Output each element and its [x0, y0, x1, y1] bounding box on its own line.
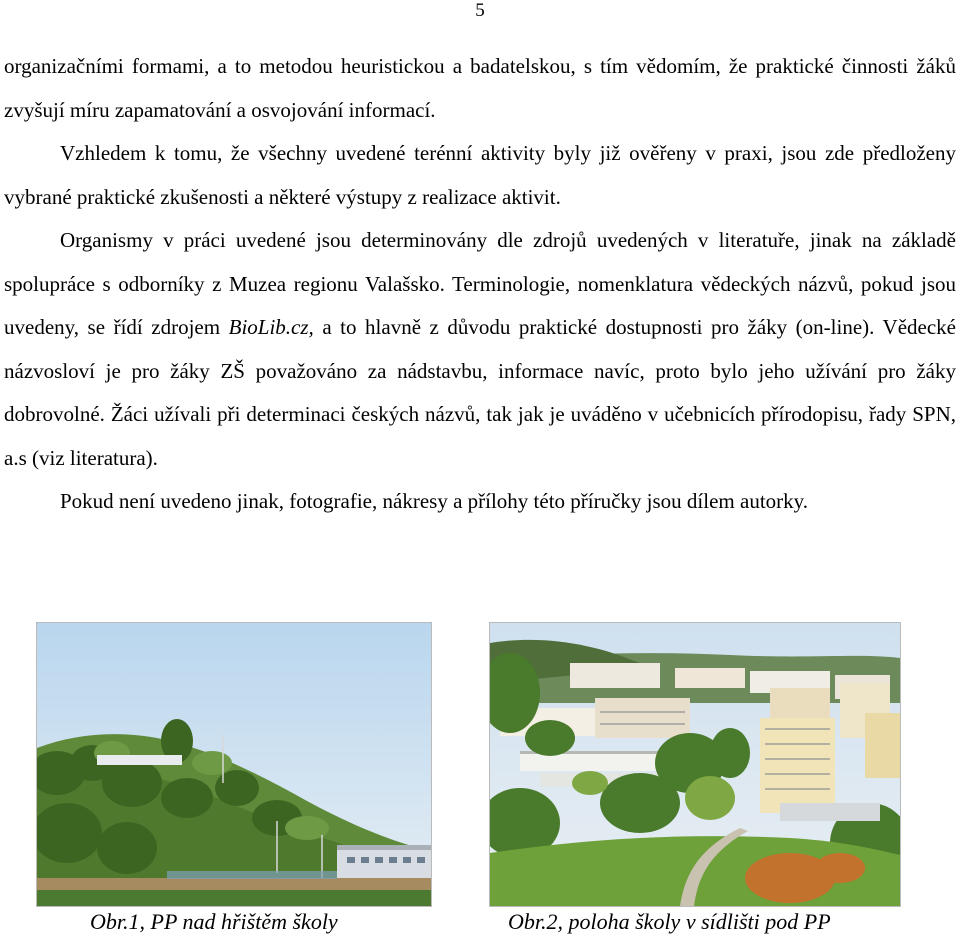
paragraph-2: Vzhledem k tomu, že všechny uvedené terénní aktivity byly již ověřeny v praxi, jsou zde předloženy vybrané praktické zkušenosti a některé výstupy z realizace aktivit. [4, 141, 956, 209]
photo-hill-above-playground [36, 622, 432, 907]
body-text [4, 45, 956, 524]
photo-2-image [490, 623, 900, 906]
photo-school-in-housing-estate [489, 622, 901, 907]
paragraph-3 [4, 219, 956, 480]
paragraph-3-text-b: a to hlavně z důvodu praktické dostupnosti pro žáky (on-line). Vědecké názvosloví je pro žáky ZŠ považováno za nádstavbu, informace navíc, proto bylo jeho užívání pro žáky dobrovolné. Žáci užívali při determinaci českých názvů, tak jak je uváděno v učebnicích přírodopisu, řady SPN, a.s (viz literatura). [4, 315, 956, 470]
figure-2-caption: Obr.2, poloha školy v sídlišti pod PP [508, 909, 831, 934]
paragraph-4: Pokud není uvedeno jinak, fotografie, nákresy a přílohy této příručky jsou dílem autorky. [60, 489, 809, 513]
photo-1-image [37, 623, 431, 906]
figure-1-caption: Obr.1, PP nad hřištěm školy [90, 909, 338, 934]
biolib-source: BioLib.cz, [228, 315, 314, 339]
paragraph-3-text-a: Organismy v práci uvedené jsou determinovány dle zdrojů uvedených v literatuře, jinak na základě spolupráce s odborníky z Muzea regionu Valašsko. Terminologie, nomenklatura vědeckých názvů, pokud jsou uvedeny, se řídí zdrojem [4, 228, 956, 339]
paragraph-1: organizačními formami, a to metodou heuristickou a badatelskou, s tím vědomím, že praktické činnosti žáků zvyšují míru zapamatování a osvojování informací. [4, 54, 956, 122]
page-number: 5 [475, 0, 485, 21]
